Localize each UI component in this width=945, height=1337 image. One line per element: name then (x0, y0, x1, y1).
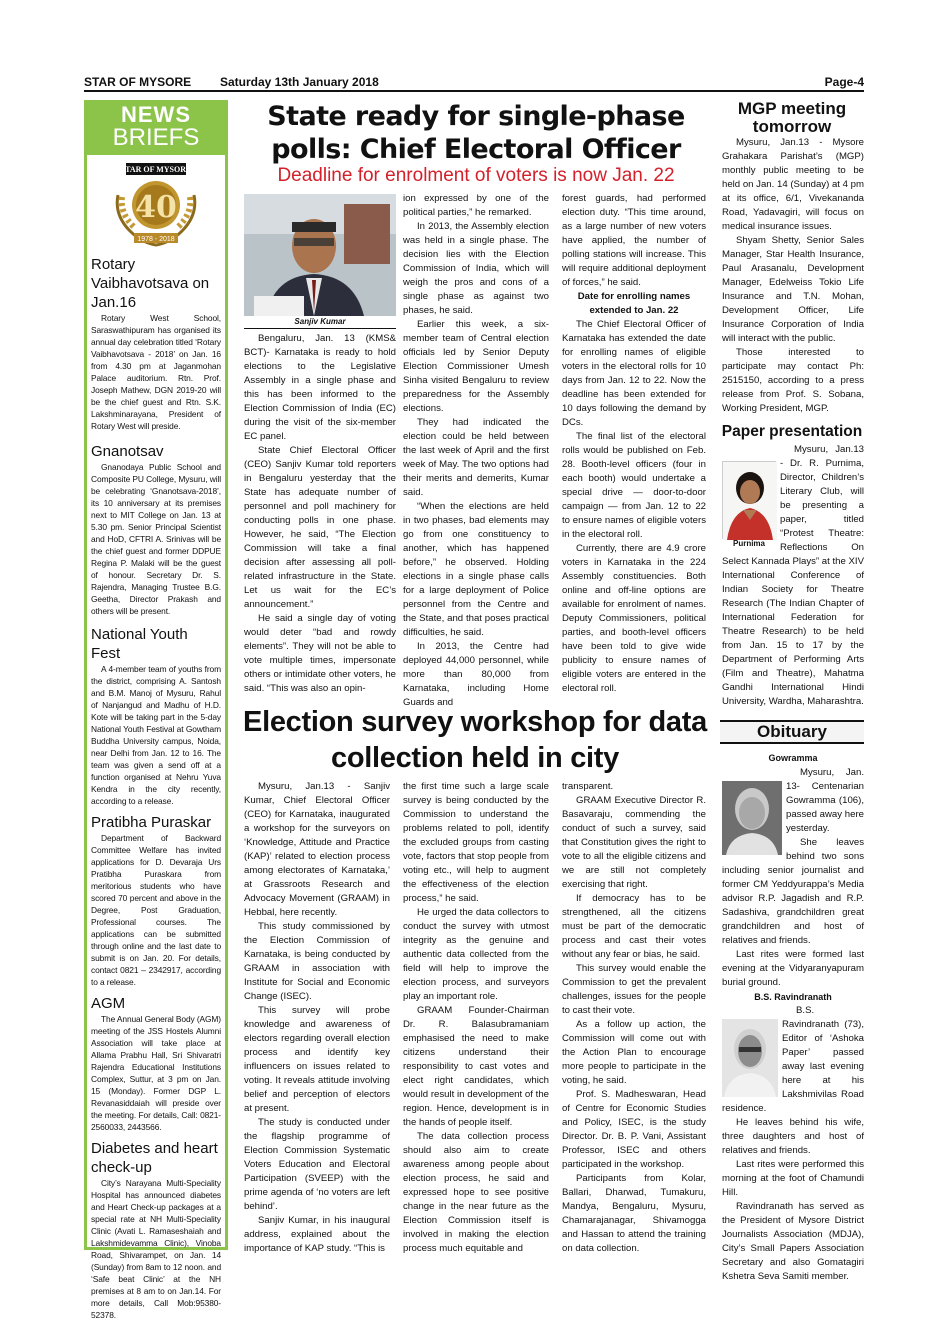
paragraph: In 2013, the Assembly election was held in a single phase. The decision lies with the Election Commission of India, which will weigh the pros and cons of a single phase as against two phases, he said. (403, 221, 549, 316)
news-briefs-word-news: NEWS (121, 102, 191, 127)
paragraph: ion expressed by one of the political parties,” he remarked. (403, 193, 549, 218)
paragraph: GRAAM Executive Director R. Basavaraju, commending the conduct of such a survey, said that Constitution gives the right to vote to all the eligible citizens and we are still not completely exercising that right. (562, 795, 706, 890)
paragraph: transparent. (562, 781, 614, 792)
paragraph: Participants from Kolar, Ballari, Dharwad, Tumakuru, Mandya, Bengaluru, Mysuru, Chamarajanagar, Shivamogga and Hassan to attend the training on data collection. (562, 1173, 706, 1254)
paragraph: He leaves behind his wife, three daughters and host of relatives and friends. (722, 1117, 864, 1156)
brief-body: Rotary West School, Saraswathipuram has organised its annual day celebration titled ‘Rotary Vaibhavotsava - 2018’ on Jan. 16 from 4.30 pm at Jaganmohan Palace auditorium. Rtn. Prof. Joseph Mathew, DGN 2019-20 will be the chief guest and Rtn. S.K. Lakshminarayana, President of Rotary West will preside. (91, 313, 221, 431)
paragraph: Earlier this week, a six-member team of Central election officials led by Senior Deputy Election Commissioner Umesh Sinha visited Bengaluru to review preparedness for the Assembly elections. (403, 319, 549, 414)
paragraph: Mysuru, Jan.13 - Mysore Grahakara Parishat’s (MGP) monthly public meeting to be held on Jan. 14 (Sunday) at 4 pm at its office, 6/1, Vivekananda Road, Yadavagiri, will focus on medical insurance issues. (722, 137, 864, 232)
paragraph: State Chief Electoral Officer (CEO) Sanjiv Kumar told reporters in Bengaluru yesterday that the State has adequate number of personnel and poll machinery for conducting polls in one phase. However, he said, “The Election Commission will take a final decision after assessing all poll-related infrastructure in the State. Let us wait for the EC’s announcement.” (244, 445, 396, 610)
photo-wrap-spacer (722, 1004, 782, 1092)
second-headline: Election survey workshop for data collection held in city (243, 706, 707, 774)
obituary-gowramma (722, 766, 864, 990)
paragraph: This survey will probe knowledge and awareness of electors regarding overall election process and identify key influencers on issues related to voting. It reveals attitude involving belief and perception of electors at present. (244, 1005, 390, 1114)
paragraph: He urged the data collectors to conduct the survey with utmost integrity as the genuine and authentic data collected from the field will help to improve the election process, and surveyors play an important role. (403, 907, 549, 1002)
news-briefs-column (84, 100, 228, 1320)
brief-title: Gnanotsav (91, 443, 164, 460)
brief-body: Gnanodaya Public School and Composite PU College, Mysuru, will be celebrating ‘Gnanotsava-2018’, its 10 anniversary at its premises next to MIT College on Jan. 13 at 5.30 pm. Senior Principal Scientist and HoD, CFTRI A. Srinivas will be the chief guest and former DDPUE Regina P. Malaki will be the guest of honour. Secretary Dr. S. Rajendra, Managing Trustee B.G. Geetha, Director Prakash and others will be present. (91, 462, 221, 616)
paragraph: Those interested to participate may contact Ph: 2515150, according to a press release from Prof. S. Sobana, Working President, MGP. (722, 347, 864, 414)
brief-body: Department of Backward Committee Welfare has invited applications for D. Devaraja Urs Pratibha Puraskara from meritorious students who have scored 70 percent and above in the Degree, Post Graduation, Professional courses. The applications can be submitted through online and the last date to submit is on Jan. 20. For details, contact 0821 – 2342917, according to a release. (91, 833, 221, 987)
brief-title: Rotary Vaibhavotsava on Jan.16 (91, 256, 210, 311)
paragraph: They had indicated the election could be held between the last week of April and the first week of May. The two options had their merits and demerits, Kumar said. (403, 417, 549, 498)
photo-wrap-spacer (722, 443, 780, 545)
page-header (84, 74, 864, 92)
paragraph: If democracy has to be strengthened, all the citizens must be part of the democratic process and cast their votes without any fear or bias, he said. (562, 893, 706, 960)
brief-item (87, 442, 225, 619)
logo-number: 40 (135, 190, 177, 225)
story2-column-3 (562, 780, 706, 1256)
brief-item (87, 1139, 225, 1323)
paragraph: She leaves behind two sons including senior journalist and former CM Yeddyurappa’s Media advisor R.P. Jagadish and R.P. Sadashiva, grandchildren great grandchildren and host of relatives and friends. (722, 837, 864, 946)
photo-caption: Sanjiv Kumar (244, 317, 396, 329)
paragraph: This study commissioned by the Election Commission of Karnataka, is being conducted by GRAAM in association with Institute for Social and Economic Change (ISEC). (244, 921, 390, 1002)
brief-title: National Youth Fest (91, 626, 188, 662)
lead-column-1 (244, 332, 396, 696)
sanjiv-kumar-photo (244, 194, 396, 316)
paragraph: Last rites were formed last evening at the Vidyaranyapuram burial ground. (722, 949, 864, 988)
paragraph: The final list of the electoral rolls would be published on Feb. 28. Booth-level officers (four in each booth) would undertake a special drive — door-to-door campaign — from Jan. 12 to 22 to ensure names of eligible voters in the electoral roll. (562, 431, 706, 540)
paragraph: the first time such a large scale survey is being conducted by the Commission to understand the problems related to poll, identify the excluded groups from casting vote, factors that stop people from voting etc., will help to augment the effectiveness of the election process,” he said. (403, 781, 549, 904)
brief-title: Pratibha Puraskar (91, 814, 212, 831)
paragraph: Ravindranath has served as the President of Mysore District Journalists Association (MDJA), City’s Small Papers Association Secretary and also Gomatagiri Kshetra Seva Samiti member. (722, 1201, 864, 1282)
paragraph: He said a single day of voting would deter “bad and rowdy elements”. They will not be able to vote multiple times, impersonate others or intimidate other voters, he said. “This was also an opin- (244, 613, 396, 694)
logo-years: 1978 - 2018 (137, 236, 175, 243)
news-briefs-word-briefs: BRIEFS (112, 124, 200, 151)
brief-item (87, 813, 225, 990)
paragraph: Mysuru, Jan.13 - Dr. R. Purnima, Director, Children’s Literary Club, will be presenting a paper, titled “Protest Theatre: Reflections On Select Kannada Plays” at the XIV International Conference of Indian Society for Theatre Research (The Indian Chapter of International Federation for Theatre Research) to be held from Jan. 15 to 17 by the Department of Performing Arts (Film and Theatre), Mahatma Gandhi International Hindi University, Wardha, Maharashtra. (722, 444, 864, 707)
brief-body: The Annual General Body (AGM) meeting of the JSS Hostels Alumni Association will take place at Allama Prabhu Hall, Sri Shivaratri Rajendra Educational Institutions Complex, Suttur, at 3 pm on Jan. 15 (Monday). Former DGP L. Revanasiddaiah will preside over the meeting. For details, Call: 0821-2560033, 2443566. (91, 1014, 221, 1132)
paper-presentation-headline: Paper presentation (721, 423, 863, 440)
paragraph: Mysuru, Jan. 13- Centenarian Gowramma (106), passed away here yesterday. (786, 767, 864, 834)
paragraph: As a follow up action, the Commission will come out with the Action Plan to encourage more people to participate in the voting, he said. (562, 1019, 706, 1086)
paragraph: Sanjiv Kumar, in his inaugural address, explained about the importance of KAP study. “This is (244, 1215, 390, 1254)
news-briefs-header (87, 103, 225, 155)
paragraph: B.S. Ravindranath (73), Editor of ‘Ashoka Paper’ passed away last evening here at his Lakshmivilas Road residence. (722, 1005, 864, 1114)
paragraph: The study is conducted under the flagship programme of Election Commission Systematic Voters Education and Electoral Participation (SVEEP) with the prime agenda of ‘no voters are left behind’. (244, 1117, 390, 1212)
photo-caption: Purnima (732, 539, 765, 548)
story2-column-1 (244, 780, 390, 1256)
brief-body: A 4-member team of youths from the district, comprising A. Santosh and B.M. Manoj of Mysuru, Rahul of Nanjangud and Madhu of H.D. Kote will be taking part in the 5-day National Youth Festival at Gowtham Buddha University campus, Noida, near Delhi from Jan. 12 to 16. The team was given a send off at a function organised at Nehru Yuva Kendra in the city recently, according to a release. (91, 664, 221, 806)
paragraph: Last rites were performed this morning at the foot of Chamundi Hill. (722, 1159, 864, 1198)
lead-headline: State ready for single-phase polls: Chief Electoral Officer (267, 101, 685, 165)
paragraph: GRAAM Founder-Chairman Dr. R. Balasubramaniam emphasised the need to make citizens understand their responsibility to cast votes and elect right candidates, which would result in development of the region. Hence, development is in the hands of people itself. (403, 1005, 549, 1128)
story2-column-2 (403, 780, 549, 1256)
page-number: Page-4 (824, 75, 864, 89)
issue-date: Saturday 13th January 2018 (220, 75, 379, 89)
mgp-story (722, 136, 864, 416)
paragraph: Prof. S. Madheswaran, Head of Centre for Economic Studies and Policy, ISEC, is the study Director. Dr. B. P. Vani, Assistant Professor, ISEC and others participated in the workshop. (562, 1089, 706, 1170)
brief-title: AGM (91, 995, 126, 1012)
paragraph: “When the elections are held in two phases, bad elements may go from one constituency to another, which has happened before,” he observed. Holding elections in a single phase calls for a large deployment of Police personnel from the Centre and the State, and that poses practical difficulties, he said. (403, 501, 549, 638)
paragraph: Bengaluru, Jan. 13 (KMS& BCT)- Karnataka is ready to hold elections to the Legislative Assembly in a single phase and this has been informed to the Election Commission of India (EC) during the visit of the six-member EC panel. (244, 333, 396, 442)
brief-title: Diabetes and heart check-up (91, 1140, 218, 1176)
logo-paper-text: STAR OF MYSORE (120, 165, 192, 174)
photo-wrap-spacer (722, 766, 786, 858)
lead-deck: Deadline for enrolment of voters is now Jan. 22 (277, 165, 675, 186)
subheading: Date for enrolling names extended to Jan. 22 (577, 291, 691, 316)
lead-column-2 (403, 192, 549, 710)
anniversary-logo (108, 159, 204, 251)
obituary-name-gowramma: Gowramma (768, 753, 818, 763)
paragraph: The data collection process should also aim to create awareness among people about election process, he said and expressed hope to see positive change in the near future as the Election Commission itself is involved in making the election process much equitable and (403, 1131, 549, 1254)
brief-item (87, 255, 225, 434)
paragraph: In 2013, the Centre had deployed 44,000 personnel, while more than 80,000 from Karnataka, including Home Guards and (403, 641, 549, 708)
paragraph: Currently, there are 4.9 crore voters in Karnataka in the 224 Assembly constituencies. Both online and off-line options are available for enrolment of names. Deputy Commissioners, political parties, and booth-level officers have been told to give wide publicity to ensure names of eligible voters are entered in the electoral roll. (562, 543, 706, 694)
paragraph: forest guards, had performed election duty. “This time around, as a large number of new voters have applied, the number of polling stations will increase. This will require additional deployment of forces,” he said. (562, 193, 706, 288)
paragraph: Mysuru, Jan.13 - Sanjiv Kumar, Chief Electoral Officer (CEO) for Karnataka, inaugurated a workshop for the surveyors on ‘Knowledge, Attitude and Practice (KAP)’ related to election process among electorates of Karnataka,’ at Grassroots Research and Advocacy Movement (GRAAM) in Hebbal, here recently. (244, 781, 390, 918)
obituary-name-ravindranath: B.S. Ravindranath (754, 992, 832, 1002)
paragraph: This survey would enable the Commission to get the prevalent challenges, issues for the people to cast their vote. (562, 963, 706, 1016)
brief-item (87, 625, 225, 809)
lead-column-3 (562, 192, 706, 696)
paragraph: Shyam Shetty, Senior Sales Manager, Star Health Insurance, Paul Arasanalu, Development Manager, Edelweiss Tokio Life Insurance and T.N. Mohan, Development Officer, Life Insurance Corporation of India will interact with the public. (722, 235, 864, 344)
paper-name: STAR OF MYSORE (84, 75, 192, 89)
brief-item (87, 994, 225, 1135)
obituary-headline: Obituary (757, 722, 827, 741)
paragraph: The Chief Electoral Officer of Karnataka has extended the date for enrolling names of eligible voters in the electoral rolls for 10 days from Jan. 12 to 22. Now the deadline has been extended for 10 days following the demand by DCs. (562, 319, 706, 428)
brief-body: City’s Narayana Multi-Speciality Hospital has announced diabetes and Heart Check-up packages at a special rate at NH Multi-Speciality Clinic (Avati L. Ramaseshaiah and Lakshmidevamma Clinic), Vinoba Road, Shivarampet, on Jan. 14 (Sunday) from 8am to 12 noon. and ‘Safe beat Clinic’ at the NH premises at 8 am to on Jan.14. For more details, Call Mob:95380-52378. (91, 1178, 221, 1320)
paper-presentation-story (722, 443, 864, 709)
mgp-headline: MGP meeting tomorrow (737, 99, 847, 136)
obituary-ravindranath (722, 1004, 864, 1284)
